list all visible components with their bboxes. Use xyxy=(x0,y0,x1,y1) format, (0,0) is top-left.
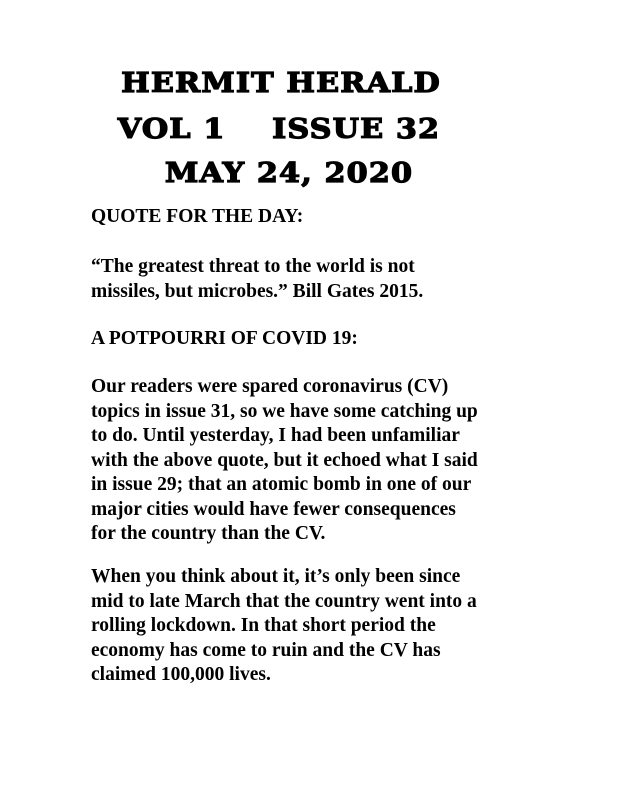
paragraph-line: to do. Until yesterday, I had been unfamiliar xyxy=(91,425,460,446)
paragraph-line: major cities would have fewer consequences xyxy=(91,498,456,520)
paragraph-line: rolling lockdown. In that short period the xyxy=(91,615,436,636)
paragraph-line: topics in issue 31, so we have some catching up xyxy=(91,400,478,422)
issue-date: MAY 24, 2020 xyxy=(164,158,414,189)
quote-heading: QUOTE FOR THE DAY: xyxy=(91,206,304,227)
paragraph-line: economy has come to ruin and the CV has xyxy=(91,639,441,661)
quote-line: missiles, but microbes.” Bill Gates 2015. xyxy=(91,280,424,302)
paragraph-line: When you think about it, it’s only been since xyxy=(91,566,461,587)
newsletter-title: HERMIT HERALD xyxy=(121,68,441,99)
paragraph-1 xyxy=(91,375,611,547)
paragraph-line: for the country than the CV. xyxy=(91,523,326,544)
paragraph-line: mid to late March that the country went into a xyxy=(91,590,477,612)
quote-text xyxy=(91,255,611,304)
paragraph-line: claimed 100,000 lives. xyxy=(91,664,271,685)
section-heading: A POTPOURRI OF COVID 19: xyxy=(91,328,358,349)
paragraph-line: in issue 29; that an atomic bomb in one of our xyxy=(91,474,472,495)
paragraph-2 xyxy=(91,565,611,688)
paragraph-line: with the above quote, but it echoed what I said xyxy=(91,449,478,471)
quote-line: “The greatest threat to the world is not xyxy=(91,256,415,277)
paragraph-line: Our readers were spared coronavirus (CV) xyxy=(91,376,449,397)
volume-issue: VOL 1 ISSUE 32 xyxy=(117,114,441,145)
